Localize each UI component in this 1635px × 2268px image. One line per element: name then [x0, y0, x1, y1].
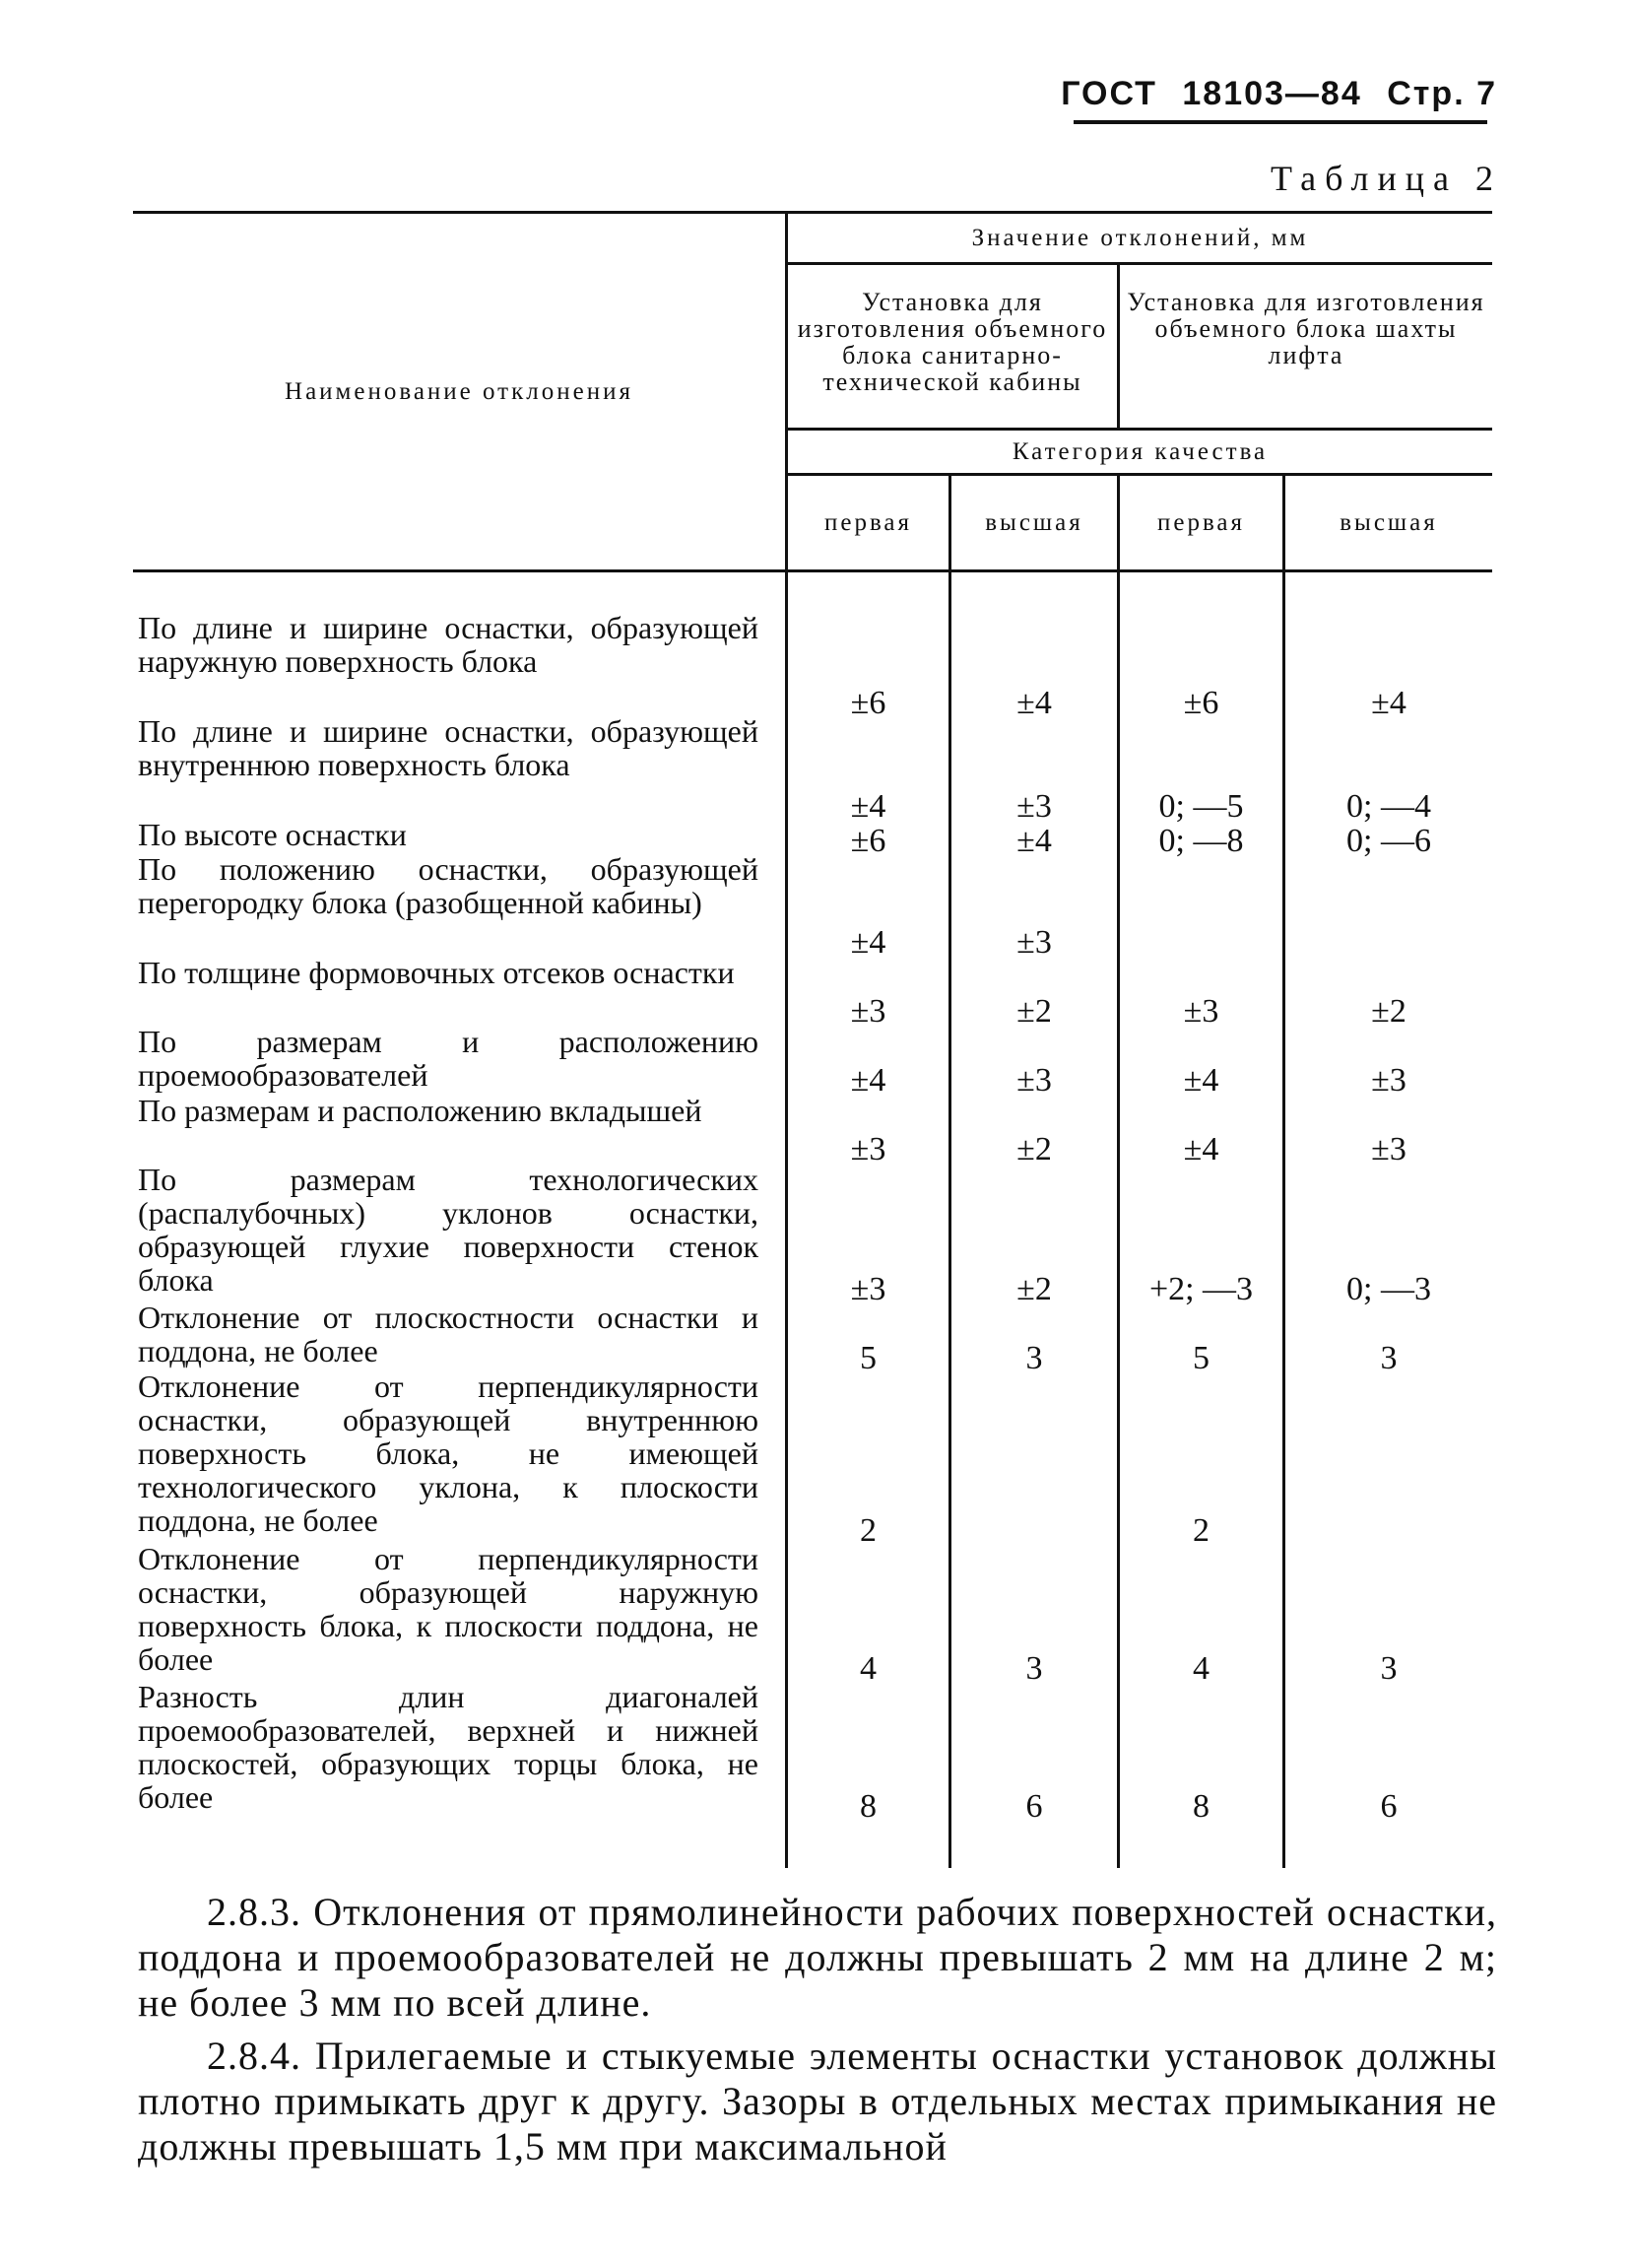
header-bottom-rule: [133, 569, 1492, 572]
row-name-11: Отклонение от перпендикулярности оснастки, образующей наружную поверхность блока, к плоскости поддона, не более: [138, 1541, 758, 1677]
row-name-9: Отклонение от плоскостности оснастки и поддона, не более: [138, 1300, 758, 1368]
header-standard: ГОСТ: [1061, 75, 1157, 112]
row-name-1: По длине и ширине оснастки, образующей наружную поверхность блока: [138, 610, 758, 679]
header-unit-lift: Установка для изготовления объемного блока шахты лифта: [1127, 288, 1485, 369]
value-r5-c1: ±3: [850, 993, 886, 1030]
value-r6-c2: ±3: [1016, 1062, 1052, 1099]
value-r9-c4: 3: [1380, 1340, 1398, 1376]
value-r2-c1: ±4: [850, 788, 886, 825]
value-r5-c3: ±3: [1183, 993, 1219, 1030]
value-r12-c1: 8: [860, 1788, 877, 1825]
value-r6-c1: ±4: [850, 1062, 886, 1099]
header-first-2: первая: [1156, 509, 1246, 536]
value-r11-c3: 4: [1193, 1650, 1210, 1687]
value-r10-c3: 2: [1193, 1512, 1210, 1549]
value-r12-c3: 8: [1193, 1788, 1210, 1825]
header-values-group: Значение отклонений, мм: [971, 225, 1309, 251]
value-r7-c4: ±3: [1371, 1131, 1406, 1167]
row-name-3: По высоте оснастки: [138, 817, 407, 852]
value-r3-c1: ±6: [850, 823, 886, 859]
value-r6-c4: ±3: [1371, 1062, 1406, 1099]
value-r4-c1: ±4: [850, 924, 886, 961]
header-first-1: первая: [823, 509, 913, 536]
value-r3-c4: 0; —6: [1346, 823, 1431, 859]
value-r5-c4: ±2: [1371, 993, 1406, 1030]
header-name: Наименование отклонения: [285, 378, 633, 405]
col-divider-unit: [1117, 262, 1120, 428]
value-r8-c2: ±2: [1016, 1271, 1052, 1307]
header-highest-1: высшая: [985, 509, 1083, 536]
value-r11-c1: 4: [860, 1650, 877, 1687]
row-name-5: По толщине формовочных отсеков оснастки: [138, 955, 735, 990]
value-r7-c2: ±2: [1016, 1131, 1052, 1167]
row-name-6: По размерам и расположению проемообразователей: [138, 1024, 758, 1093]
row-name-4: По положению оснастки, образующей перегородку блока (разобщенной кабины): [138, 851, 758, 920]
row-name-2: По длине и ширине оснастки, образующей внутреннюю поверхность блока: [138, 713, 758, 782]
value-r7-c1: ±3: [850, 1131, 886, 1167]
value-r3-c3: 0; —8: [1158, 823, 1244, 859]
value-r1-c3: ±6: [1183, 685, 1219, 721]
value-r2-c3: 0; —5: [1158, 788, 1244, 825]
row-name-12: Разность длин диагоналей проемообразователей, верхней и нижней плоскостей, образующих торцы блока, не более: [138, 1679, 758, 1815]
value-r11-c2: 3: [1025, 1650, 1043, 1687]
header-rule: [1074, 120, 1487, 124]
paragraph-2-8-3: 2.8.3. Отклонения от прямолинейности рабочих поверхностей оснастки, поддона и проемообразователей не должны превышать 2 мм на длине 2 м; не более 3 мм по всей длине.: [138, 1890, 1497, 2025]
value-r8-c4: 0; —3: [1346, 1271, 1431, 1307]
row-name-7: По размерам и расположению вкладышей: [138, 1093, 702, 1128]
value-r9-c2: 3: [1025, 1340, 1043, 1376]
value-r8-c3: +2; —3: [1148, 1271, 1254, 1307]
value-r1-c1: ±6: [850, 685, 886, 721]
value-r7-c3: ±4: [1183, 1131, 1219, 1167]
value-r5-c2: ±2: [1016, 993, 1052, 1030]
header-unit-sanitary: Установка для изготовления объемного блока санитарно-технической кабины: [797, 288, 1108, 396]
page-header: [1047, 75, 1497, 113]
value-r1-c4: ±4: [1371, 685, 1406, 721]
row-name-8: По размерам технологических (распалубочных) уклонов оснастки, образующей глухие поверхности стенок блока: [138, 1162, 758, 1298]
value-r12-c2: 6: [1025, 1788, 1043, 1825]
header-page: Стр. 7: [1387, 75, 1497, 112]
value-r9-c1: 5: [860, 1340, 877, 1376]
value-r2-c2: ±3: [1016, 788, 1052, 825]
value-r3-c2: ±4: [1016, 823, 1052, 859]
value-r1-c2: ±4: [1016, 685, 1052, 721]
table-label: Таблица 2: [1271, 159, 1502, 198]
value-r10-c1: 2: [860, 1512, 877, 1549]
header-number: 18103—84: [1182, 75, 1362, 112]
value-r8-c1: ±3: [850, 1271, 886, 1307]
header-highest-2: высшая: [1340, 509, 1438, 536]
value-r2-c4: 0; —4: [1346, 788, 1431, 825]
value-r6-c3: ±4: [1183, 1062, 1219, 1099]
row-name-10: Отклонение от перпендикулярности оснастки, образующей внутреннюю поверхность блока, не имеющей технологического уклона, к плоскости поддона, не более: [138, 1368, 758, 1538]
value-r11-c4: 3: [1380, 1650, 1398, 1687]
value-r4-c2: ±3: [1016, 924, 1052, 961]
header-quality-category: Категория качества: [1012, 438, 1269, 465]
value-r12-c4: 6: [1380, 1788, 1398, 1825]
value-r9-c3: 5: [1193, 1340, 1210, 1376]
paragraph-2-8-4: 2.8.4. Прилегаемые и стыкуемые элементы оснастки установок должны плотно примыкать друг к другу. Зазоры в отдельных местах примыкания не должны превышать 1,5 мм при максимальной: [138, 2034, 1497, 2168]
